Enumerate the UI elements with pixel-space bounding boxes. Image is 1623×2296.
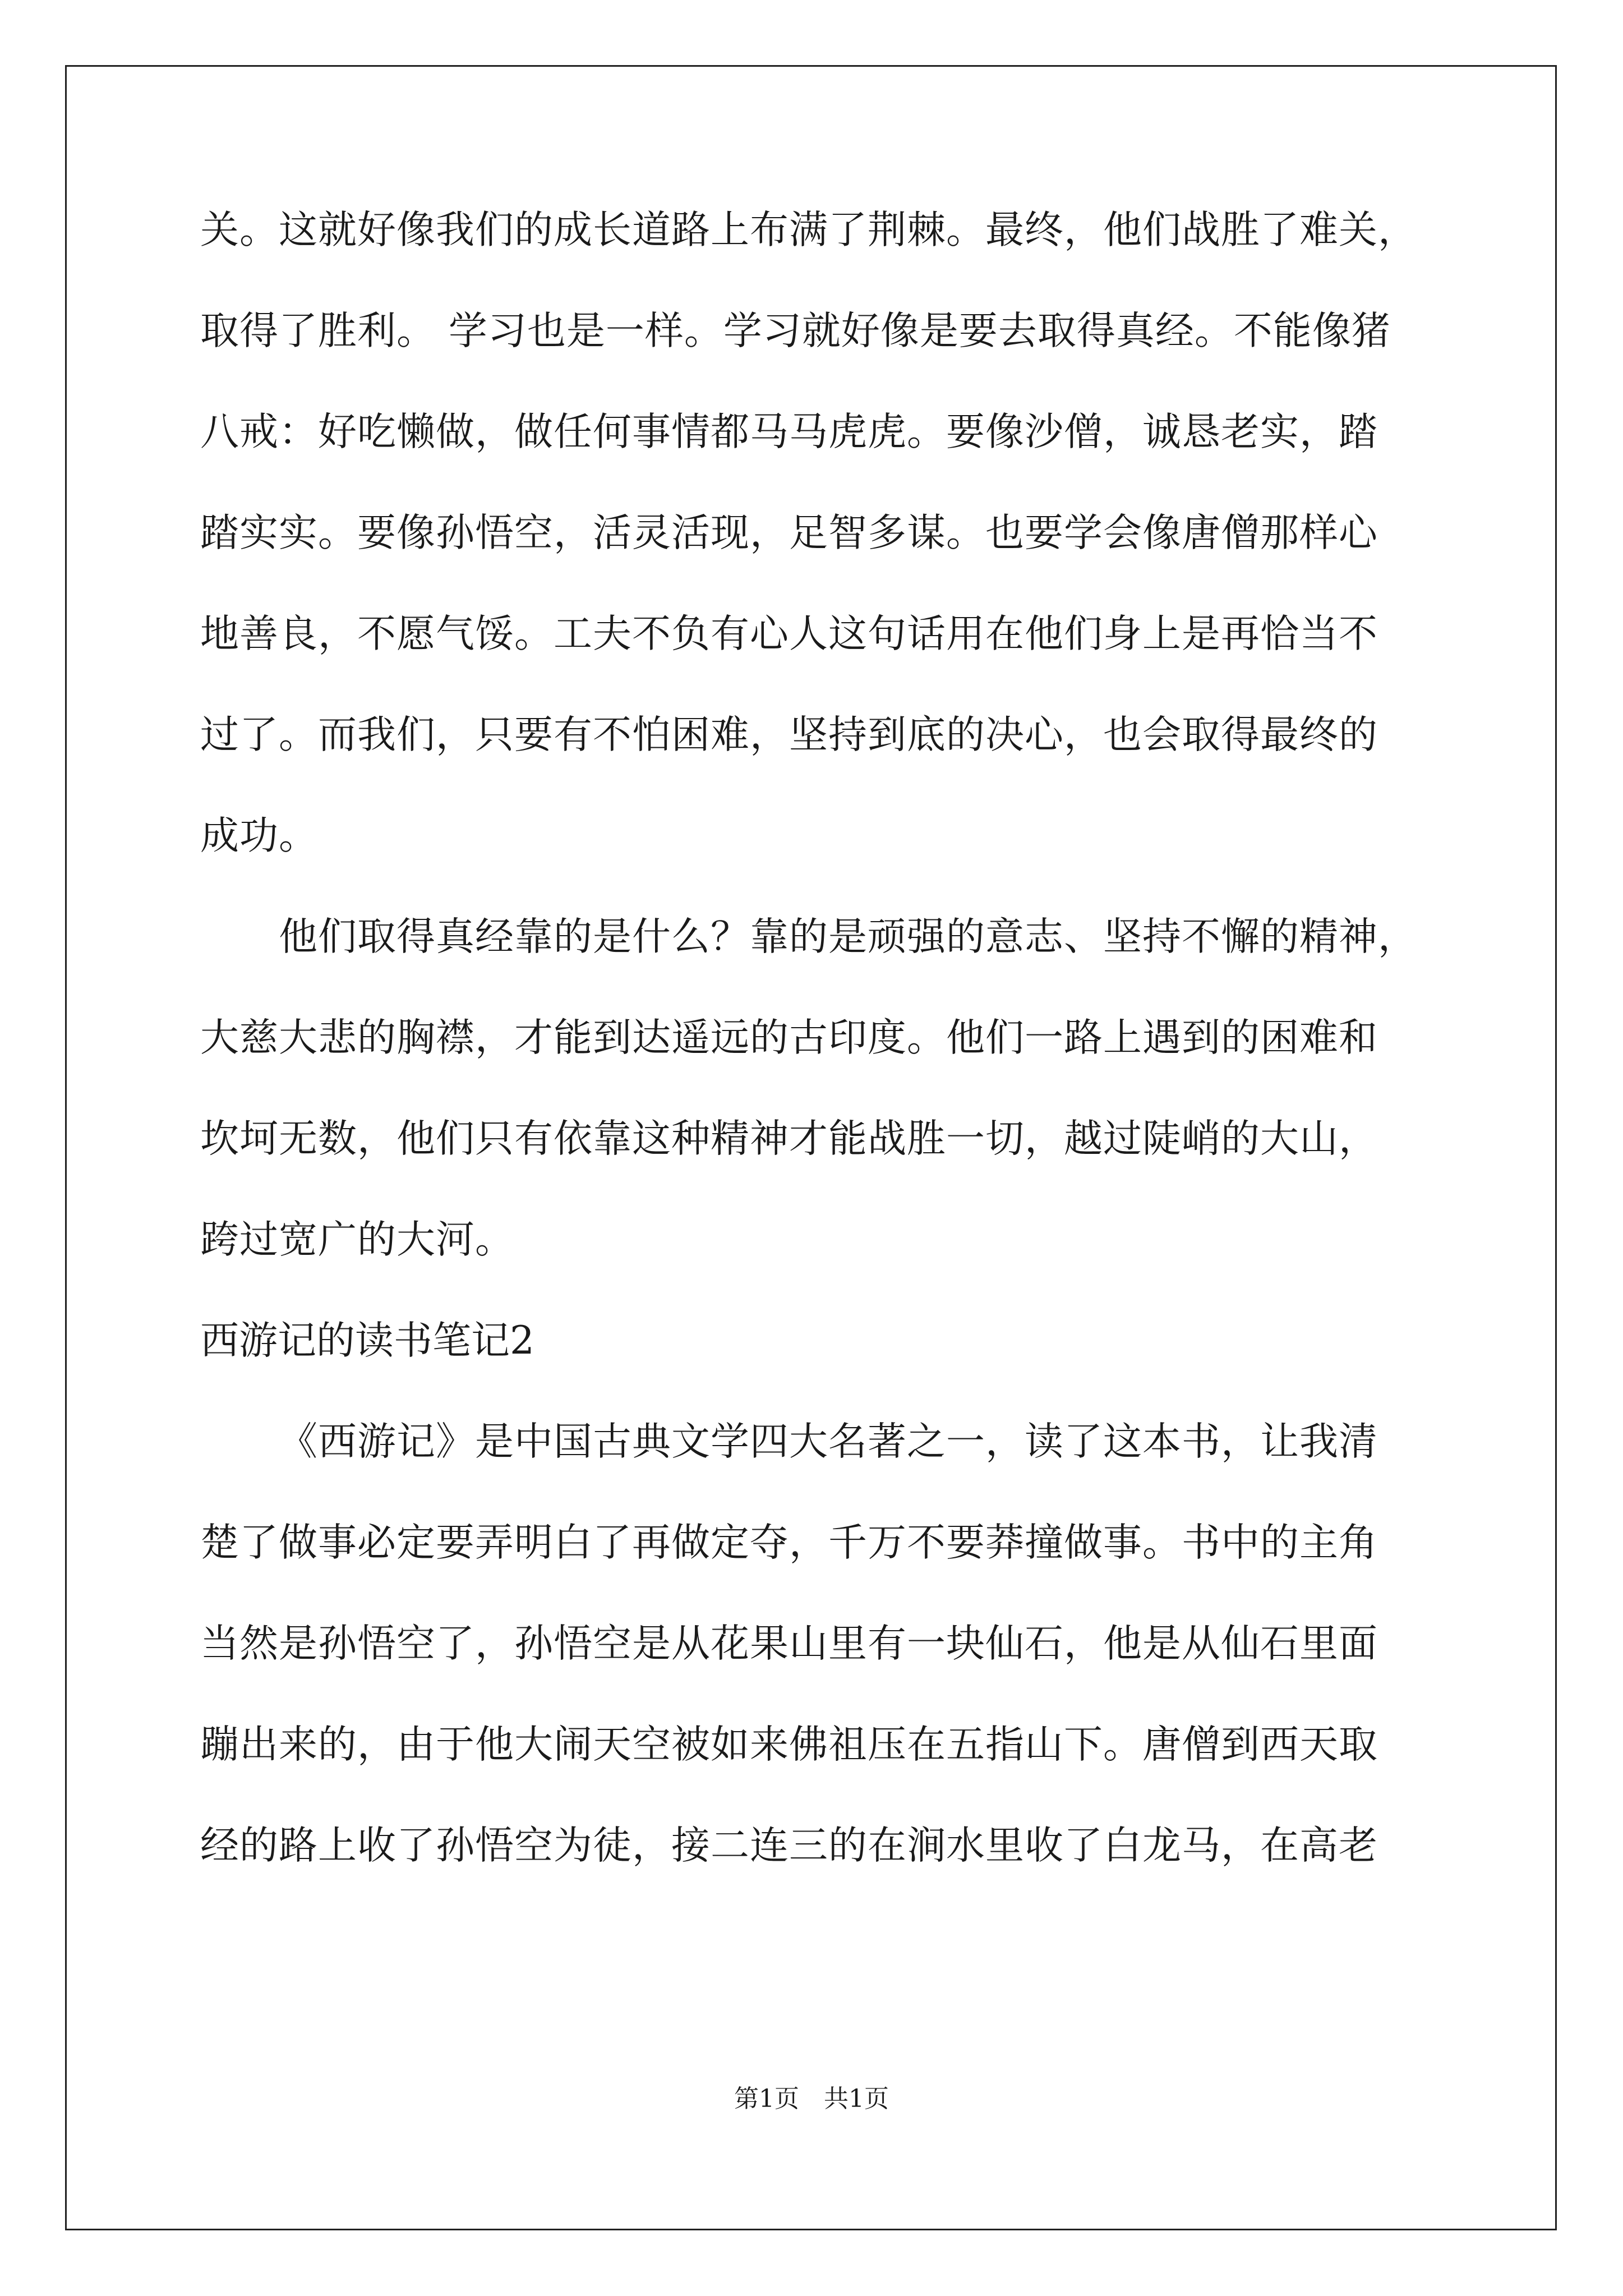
paragraph-line: 地善良，不愿气馁。工夫不负有心人这句话用在他们身上是再恰当不 [200,611,1378,656]
paragraph-line: 他们取得真经靠的是什么？靠的是顽强的意志、坚持不懈的精神， [279,914,1417,959]
paragraph-line: 关。这就好像我们的成长道路上布满了荆棘。最终，他们战胜了难关， [200,208,1417,252]
paragraph-line: 蹦出来的，由于他大闹天空被如来佛祖压在五指山下。唐僧到西天取 [200,1722,1378,1767]
paragraph-line: 《西游记》是中国古典文学四大名著之一，读了这本书，让我清 [279,1419,1378,1464]
paragraph-line: 踏实实。要像孙悟空，活灵活现，足智多谋。也要学会像唐僧那样心 [200,510,1378,555]
paragraph-line: 经的路上收了孙悟空为徒，接二连三的在涧水里收了白龙马，在高老 [200,1823,1378,1868]
paragraph-line: 当然是孙悟空了，孙悟空是从花果山里有一块仙石，他是从仙石里面 [200,1621,1378,1666]
paragraph-line: 大慈大悲的胸襟，才能到达遥远的古印度。他们一路上遇到的困难和 [200,1015,1378,1060]
paragraph-line: 八戒：好吃懒做，做任何事情都马马虎虎。要像沙僧，诚恳老实，踏 [200,409,1378,454]
paragraph-line: 成功。 [200,813,318,858]
paragraph-line: 坎坷无数，他们只有依靠这种精神才能战胜一切，越过陡峭的大山， [200,1116,1378,1161]
page-number-footer: 第1页 共1页 [734,2085,889,2113]
paragraph-line: 取得了胜利。 学习也是一样。学习就好像是要去取得真经。不能像猪 [200,309,1391,353]
paragraph-line: 跨过宽广的大河。 [200,1217,514,1262]
paragraph-line: 过了。而我们，只要有不怕困难，坚持到底的决心，也会取得最终的 [200,712,1378,757]
paragraph-line: 楚了做事必定要弄明白了再做定夺，千万不要莽撞做事。书中的主角 [200,1520,1378,1565]
section-heading: 西游记的读书笔记2 [200,1318,534,1363]
